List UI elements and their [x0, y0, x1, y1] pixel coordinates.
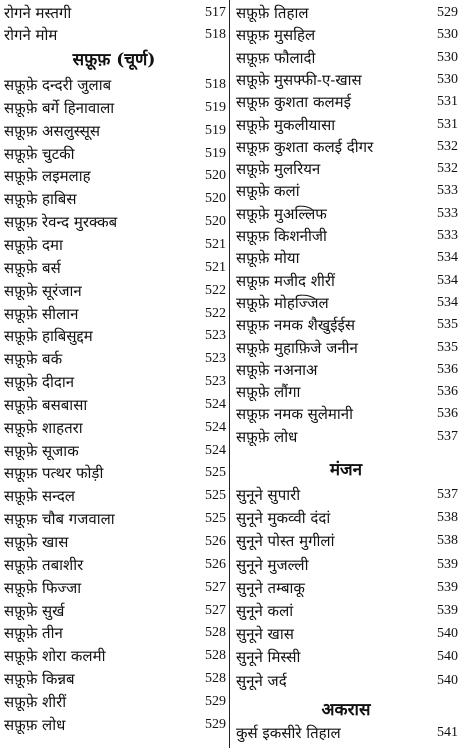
- index-row: [232, 530, 460, 552]
- entry-title: सुनूने कलां: [236, 602, 294, 620]
- page-number: 525: [205, 488, 226, 504]
- page-number: 529: [437, 5, 458, 20]
- entry-title: सफ़ूफ़े हाबिसुद्दम: [4, 327, 93, 346]
- index-row: [0, 645, 228, 667]
- entry-title: सुनूने तम्बाकू: [236, 578, 305, 597]
- entry-title: सफ़ूफ़े सुर्ख: [4, 601, 65, 620]
- index-row: [232, 623, 460, 645]
- entry-title: सफ़ूफ़ चौब गजवाला: [4, 510, 115, 529]
- page-number: 520: [205, 214, 226, 230]
- index-row: [0, 74, 228, 96]
- index-row: [232, 359, 460, 381]
- page-number: 537: [437, 487, 458, 502]
- page-number: 532: [437, 138, 458, 154]
- index-row: [0, 600, 228, 622]
- index-row: [0, 531, 228, 553]
- index-row: [0, 554, 228, 576]
- page-number: 523: [205, 374, 226, 390]
- index-row: [0, 188, 228, 210]
- entry-title: सफ़ूफ़ असलुस्सूस: [4, 121, 101, 140]
- index-row: [0, 280, 228, 302]
- entry-title: सफ़ूफ़े दमा: [4, 235, 63, 254]
- index-row: [0, 622, 228, 644]
- page-number: 530: [437, 71, 458, 87]
- entry-title: सफ़ूफ़े शीरीं: [4, 692, 67, 711]
- page-number: 517: [205, 5, 226, 20]
- page-number: 531: [437, 116, 458, 132]
- index-row: [232, 600, 460, 622]
- page-number: 539: [437, 603, 458, 618]
- page-number: 538: [437, 510, 458, 526]
- index-row: [0, 2, 228, 24]
- page-number: 537: [437, 428, 458, 444]
- page-number: 531: [437, 94, 458, 110]
- index-row: [232, 426, 460, 448]
- index-row: [0, 211, 228, 233]
- page-number: 528: [205, 625, 226, 641]
- index-row: [232, 314, 460, 336]
- entry-title: सफ़ूफ़ कुशता कलमई: [236, 93, 351, 112]
- entry-title: सुनूने सुपारी: [236, 486, 301, 504]
- page-number: 527: [205, 602, 226, 618]
- entry-title: सफ़ूफ़े नअनाअ: [236, 360, 318, 379]
- page-number: 526: [205, 556, 226, 572]
- entry-title: सफ़ूफ़े तीन: [4, 624, 63, 643]
- page-number: 540: [437, 626, 458, 642]
- index-row: [232, 91, 460, 113]
- index-row: [0, 348, 228, 370]
- index-row: [232, 180, 460, 202]
- page-number: 532: [437, 161, 458, 177]
- index-row: [232, 722, 460, 744]
- index-row: [0, 417, 228, 439]
- page-number: 534: [437, 250, 458, 266]
- entry-title: सफ़ूफ़े चुटकी: [4, 144, 75, 163]
- index-row: [0, 394, 228, 416]
- entry-title: सफ़ूफ़े किन्नब: [4, 670, 75, 689]
- page-number: 535: [437, 317, 458, 333]
- index-row: [0, 97, 228, 119]
- page-number: 529: [205, 716, 226, 732]
- entry-title: सफ़ूफ़े बर्क: [4, 350, 63, 369]
- page-number: 524: [205, 442, 226, 458]
- page-number: 541: [437, 725, 458, 740]
- column-divider: [229, 0, 230, 748]
- index-row: [0, 714, 228, 736]
- entry-title: सफ़ूफ़े सूरंजान: [4, 281, 82, 300]
- index-row: [232, 554, 460, 576]
- entry-title: सफ़ूफ़ लोध: [4, 715, 66, 734]
- page-number: 519: [205, 99, 226, 115]
- entry-title: सफ़ूफ़ पत्थर फोड़ी: [4, 464, 104, 483]
- entry-title: सुनूने पोस्त मुगीलां: [236, 532, 335, 551]
- entry-title: सुनूने जर्द: [236, 671, 287, 690]
- index-row: [232, 270, 460, 292]
- index-row: [232, 292, 460, 314]
- entry-title: सफ़ूफ़े कलां: [236, 182, 300, 201]
- entry-title: सफ़ूफ़ मुसहिल: [236, 26, 316, 45]
- index-row: [232, 484, 460, 506]
- page-number: 536: [437, 384, 458, 400]
- index-row: [232, 337, 460, 359]
- page-number: 534: [437, 272, 458, 288]
- entry-title: कुर्स इकसीरे तिहाल: [236, 724, 341, 742]
- index-row: [232, 403, 460, 425]
- index-row: [0, 691, 228, 713]
- entry-title: सफ़ूफ़े बर्स: [4, 258, 61, 277]
- index-row: [0, 120, 228, 142]
- page-number: 534: [437, 294, 458, 310]
- index-row: [232, 158, 460, 180]
- page-number: 522: [205, 282, 226, 298]
- index-row: [232, 381, 460, 403]
- index-row: [0, 577, 228, 599]
- entry-title: सुनूने खास: [236, 625, 294, 644]
- section-heading: अकरास: [321, 700, 371, 720]
- page-number: 524: [205, 396, 226, 412]
- page-number: 524: [205, 419, 226, 435]
- entry-title: सफ़ूफ़ फौलादी: [236, 48, 316, 67]
- index-row: [232, 225, 460, 247]
- page-number: 528: [205, 671, 226, 687]
- index-row: [232, 47, 460, 69]
- index-row: [0, 668, 228, 690]
- index-row: [232, 247, 460, 269]
- entry-title: सफ़ूफ़ नमक शैखुईईस: [236, 316, 355, 335]
- entry-title: सफ़ूफ़े खास: [4, 533, 69, 551]
- page-number: 520: [205, 168, 226, 184]
- page-number: 533: [437, 183, 458, 199]
- index-row: [0, 325, 228, 347]
- entry-title: सफ़ूफ़े बर्गे हिनावाला: [4, 98, 115, 117]
- page-number: 526: [205, 534, 226, 549]
- page-number: 539: [437, 579, 458, 595]
- index-row: [232, 577, 460, 599]
- entry-title: सफ़ूफ़े शोरा कलमी: [4, 647, 106, 666]
- page-number: 525: [205, 511, 226, 527]
- entry-title: सफ़ूफ़े मुकलीयासा: [236, 115, 336, 134]
- entry-title: सफ़ूफ़े सन्दल: [4, 487, 75, 506]
- index-row: [232, 24, 460, 46]
- entry-title: सफ़ूफ़े लोध: [236, 427, 298, 446]
- entry-title: रोगने मस्तगी: [4, 4, 72, 22]
- index-row: [232, 203, 460, 225]
- entry-title: सफ़ूफ़े मुलरियन: [236, 160, 321, 179]
- page-number: 519: [205, 122, 226, 138]
- section-heading: मंजन: [329, 460, 363, 480]
- index-row: [0, 440, 228, 462]
- page-number: 521: [205, 259, 226, 275]
- index-row: [0, 371, 228, 393]
- page-number: 536: [437, 361, 458, 377]
- page-number: 530: [437, 27, 458, 43]
- index-row: [232, 507, 460, 529]
- index-row: [232, 69, 460, 91]
- entry-title: सफ़ूफ़े मोहज्जिल: [236, 293, 329, 312]
- entry-title: सफ़ूफ़े मुसफ्फी-ए-खास: [236, 70, 362, 89]
- entry-title: सफ़ूफ़े मुअल्लिफ: [236, 204, 327, 223]
- entry-title: सफ़ूफ़े बसबासा: [4, 395, 88, 414]
- entry-title: सफ़ूफ़ मजीद शीरीं: [236, 271, 335, 290]
- entry-title: सफ़ूफ़े मोया: [236, 249, 300, 268]
- index-row: [0, 24, 228, 46]
- index-row: [0, 508, 228, 530]
- entry-title: सफ़ूफ़े दन्दरी जुलाब: [4, 76, 112, 94]
- page-number: 518: [205, 27, 226, 42]
- page-number: 518: [205, 77, 226, 92]
- page-number: 535: [437, 339, 458, 355]
- entry-title: सफ़ूफ़े लौंगा: [236, 383, 301, 402]
- index-row: [0, 234, 228, 256]
- entry-title: सफ़ूफ़ कुशता कलई दीगर: [236, 137, 374, 156]
- page-number: 539: [437, 556, 458, 572]
- entry-title: सफ़ूफ़े सीलान: [4, 304, 79, 323]
- entry-title: सफ़ूफ़ किशनीजी: [236, 227, 327, 245]
- page-number: 521: [205, 236, 226, 252]
- entry-title: सफ़ूफ़े दीदान: [4, 373, 75, 392]
- page-number: 530: [437, 49, 458, 65]
- entry-title: सफ़ूफ़े हाबिस: [4, 190, 77, 209]
- entry-title: सफ़ूफ़े शाहतरा: [4, 418, 83, 437]
- entry-title: रोगने मोम: [4, 26, 58, 44]
- index-row: [0, 485, 228, 507]
- page-number: 533: [437, 228, 458, 243]
- entry-title: सफ़ूफ़े लइमलाह: [4, 167, 91, 186]
- entry-title: सुनूने मुजल्ली: [236, 555, 309, 574]
- page-number: 522: [205, 305, 226, 321]
- page-number: 540: [437, 672, 458, 688]
- index-row: [0, 303, 228, 325]
- page-number: 538: [437, 533, 458, 549]
- index-row: [0, 257, 228, 279]
- entry-title: सफ़ूफ़े तबाशीर: [4, 555, 84, 574]
- page-number: 519: [205, 145, 226, 161]
- index-row: [0, 143, 228, 165]
- entry-title: सफ़ूफ़े फिज्जा: [4, 578, 82, 597]
- entry-title: सुनूने मुकव्वी दंदां: [236, 509, 331, 528]
- entry-title: सफ़ूफ़े मुहाफ़िजे जनीन: [236, 338, 358, 357]
- index-row: [232, 114, 460, 136]
- index-row: [232, 670, 460, 692]
- page-number: 520: [205, 191, 226, 207]
- page-number: 528: [205, 648, 226, 664]
- page-number: 529: [205, 693, 226, 709]
- entry-title: सफ़ूफ़े तिहाल: [236, 4, 309, 22]
- entry-title: सुनूने मिस्सी: [236, 648, 301, 667]
- index-row: [232, 2, 460, 24]
- entry-title: सफ़ूफ़ नमक सुलेमानी: [236, 405, 353, 424]
- page-number: 536: [437, 406, 458, 422]
- page-number: 525: [205, 465, 226, 481]
- page-number: 540: [437, 649, 458, 665]
- page-number: 523: [205, 328, 226, 344]
- page-number: 523: [205, 351, 226, 367]
- section-heading: सफ़ूफ़ (चूर्ण): [72, 50, 156, 70]
- index-row: [232, 136, 460, 158]
- entry-title: सफ़ूफ़ रेवन्द मुरक्कब: [4, 213, 118, 232]
- index-row: [232, 646, 460, 668]
- index-row: [0, 165, 228, 187]
- index-row: [0, 462, 228, 484]
- entry-title: सफ़ूफ़े सूजाक: [4, 441, 79, 460]
- page-number: 533: [437, 205, 458, 221]
- page-number: 527: [205, 579, 226, 595]
